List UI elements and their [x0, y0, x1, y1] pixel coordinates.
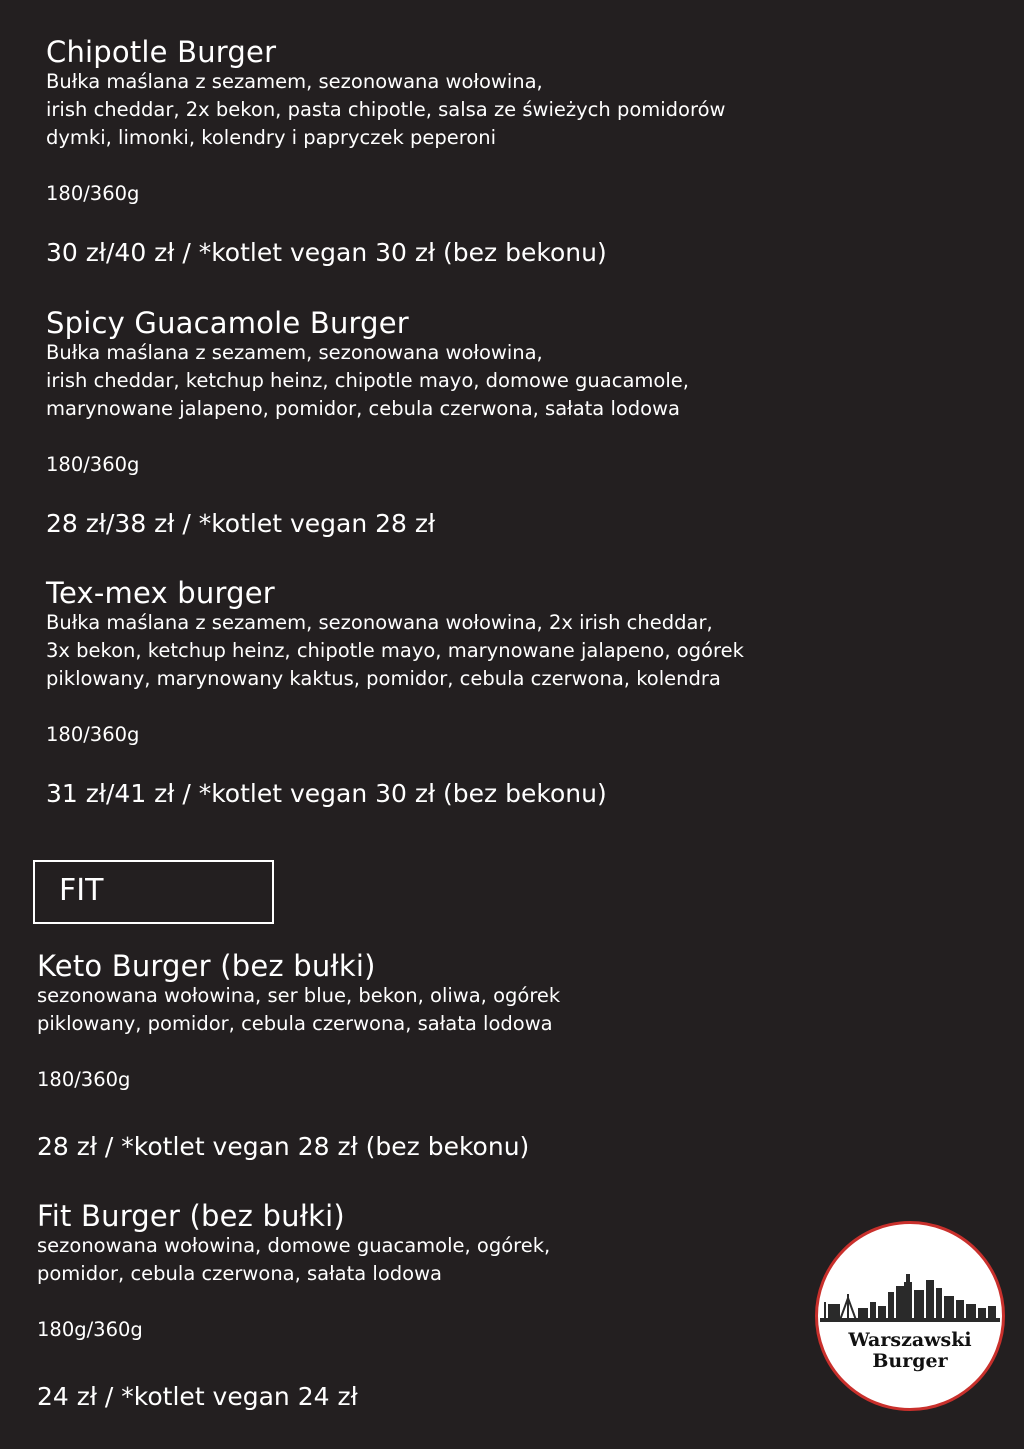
item-weight: 180g/360g	[37, 1318, 143, 1341]
item-weight: 180/360g	[37, 1068, 131, 1091]
description-line: piklowany, marynowany kaktus, pomidor, cebula czerwona, kolendra	[46, 667, 721, 690]
item-price: 28 zł/38 zł / *kotlet vegan 28 zł	[46, 509, 436, 538]
item-name: Spicy Guacamole Burger	[46, 306, 409, 340]
logo-line-2: Burger	[872, 1350, 948, 1372]
item-description	[46, 609, 946, 693]
item-weight: 180/360g	[46, 723, 140, 746]
description-line: sezonowana wołowina, domowe guacamole, ogórek,	[37, 1234, 551, 1257]
section-title: FIT	[59, 873, 104, 908]
description-line: Bułka maślana z sezamem, sezonowana wołowina,	[46, 70, 543, 93]
city-skyline-icon	[820, 1268, 1000, 1324]
menu-item-chipotle-burger	[46, 35, 946, 268]
item-description	[46, 68, 946, 152]
warszawski-burger-logo	[815, 1221, 1005, 1411]
item-weight: 180/360g	[46, 182, 140, 205]
item-description	[46, 339, 946, 423]
item-price: 24 zł / *kotlet vegan 24 zł	[37, 1382, 358, 1411]
item-name: Tex-mex burger	[46, 576, 275, 610]
item-name: Keto Burger (bez bułki)	[37, 949, 376, 983]
item-price: 31 zł/41 zł / *kotlet vegan 30 zł (bez bekonu)	[46, 779, 607, 808]
item-price: 28 zł / *kotlet vegan 28 zł (bez bekonu)	[37, 1132, 530, 1161]
menu-item-fit-burger	[37, 1199, 937, 1412]
menu-item-tex-mex-burger	[46, 576, 946, 809]
item-description	[37, 1232, 937, 1288]
description-line: Bułka maślana z sezamem, sezonowana wołowina,	[46, 341, 543, 364]
description-line: marynowane jalapeno, pomidor, cebula czerwona, sałata lodowa	[46, 397, 681, 420]
item-weight: 180/360g	[46, 453, 140, 476]
description-line: dymki, limonki, kolendry i papryczek peperoni	[46, 126, 497, 149]
description-line: 3x bekon, ketchup heinz, chipotle mayo, marynowane jalapeno, ogórek	[46, 639, 744, 662]
description-line: sezonowana wołowina, ser blue, bekon, oliwa, ogórek	[37, 984, 561, 1007]
description-line: irish cheddar, 2x bekon, pasta chipotle, salsa ze świeżych pomidorów	[46, 98, 726, 121]
item-name: Chipotle Burger	[46, 35, 277, 69]
logo-wordmark	[818, 1330, 1002, 1372]
logo-line-1: Warszawski	[848, 1329, 972, 1351]
item-price: 30 zł/40 zł / *kotlet vegan 30 zł (bez bekonu)	[46, 238, 607, 267]
menu-item-keto-burger	[37, 949, 937, 1162]
menu-item-spicy-guacamole-burger	[46, 306, 946, 539]
description-line: irish cheddar, ketchup heinz, chipotle mayo, domowe guacamole,	[46, 369, 689, 392]
description-line: pomidor, cebula czerwona, sałata lodowa	[37, 1262, 442, 1285]
section-header-fit	[33, 860, 274, 924]
description-line: piklowany, pomidor, cebula czerwona, sałata lodowa	[37, 1012, 553, 1035]
item-description	[37, 982, 937, 1038]
description-line: Bułka maślana z sezamem, sezonowana wołowina, 2x irish cheddar,	[46, 611, 713, 634]
item-name: Fit Burger (bez bułki)	[37, 1199, 345, 1233]
